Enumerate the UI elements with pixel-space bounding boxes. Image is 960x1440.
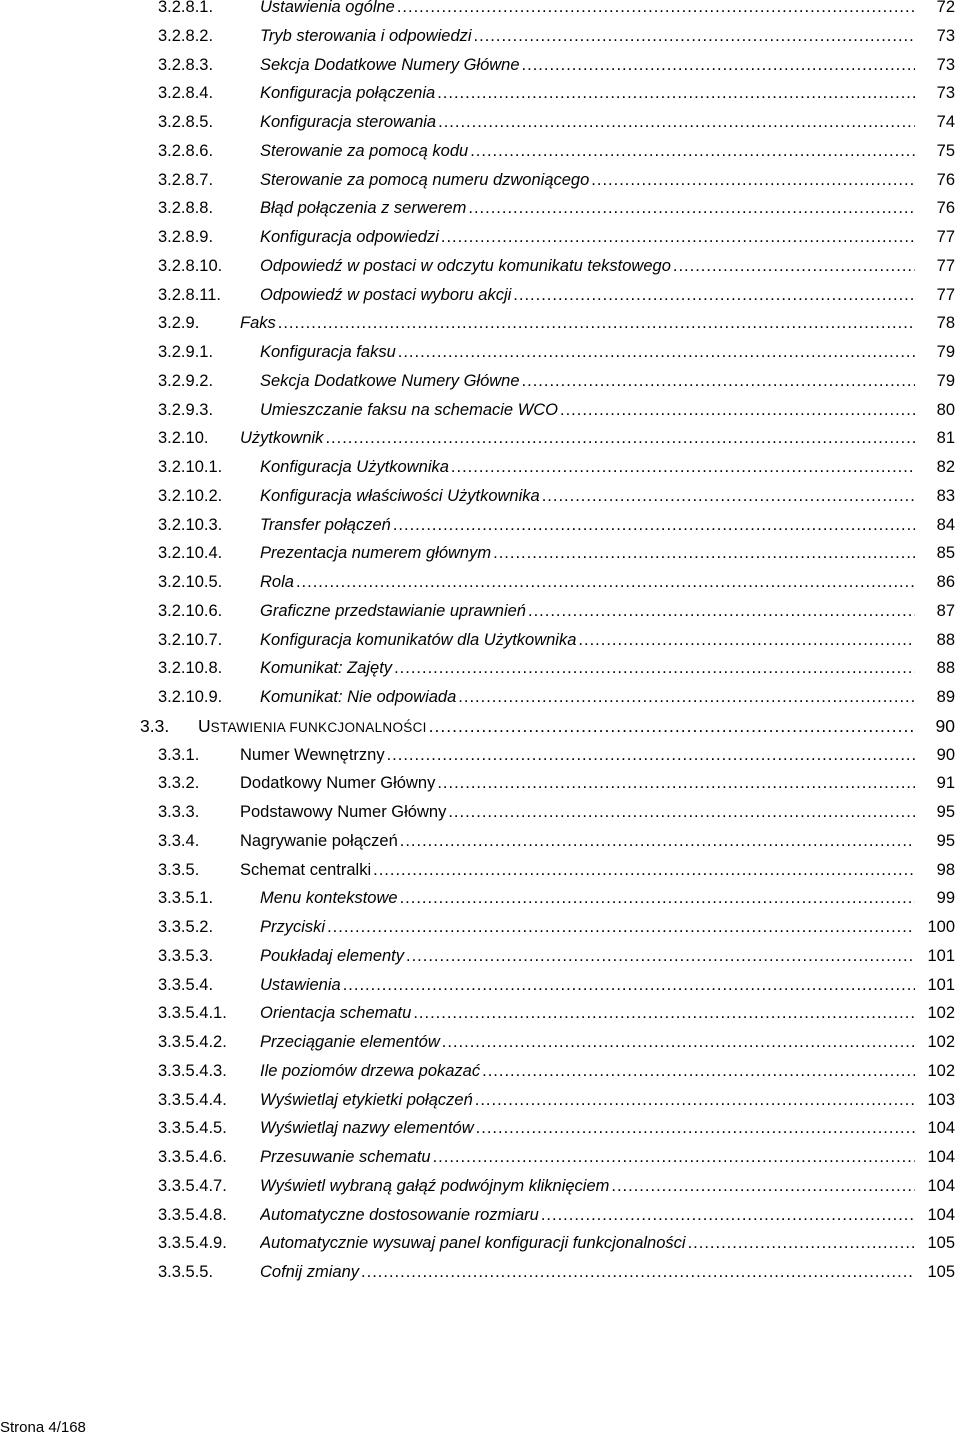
toc-entry-page-number: 100 <box>927 918 955 936</box>
toc-entry-leader <box>260 539 915 567</box>
toc-entry-number: 3.3.5.4.8. <box>158 1205 227 1224</box>
toc-entry-title: Konfiguracja połączenia <box>260 84 436 103</box>
toc-entry-number: 3.2.10.4. <box>158 544 223 563</box>
toc-entry-number: 3.2.8.2. <box>158 26 214 45</box>
toc-entry[interactable] <box>0 769 960 797</box>
toc-entry-page-number: 105 <box>927 1263 955 1281</box>
toc-entry-page-number: 81 <box>936 429 955 448</box>
toc-entry-leader <box>260 568 915 596</box>
toc-entry-number: 3.3.5.2. <box>158 918 214 936</box>
toc-entry-dot-leader <box>397 0 915 21</box>
toc-entry-number: 3.2.8.8. <box>158 199 214 218</box>
toc-entry-leader <box>260 51 915 79</box>
toc-entry-title-smallcaps: STAWIENIA FUNKCJONALNOŚCI <box>210 719 427 735</box>
toc-entry-leader <box>260 367 915 395</box>
toc-entry-dot-leader <box>394 654 915 682</box>
toc-entry-leader <box>260 683 915 711</box>
toc-entry-leader <box>260 654 915 682</box>
toc-entry-leader <box>260 511 915 539</box>
toc-entry-number: 3.2.9.2. <box>158 371 214 390</box>
toc-entry-title <box>198 712 429 742</box>
toc-entry-title: Sekcja Dodatkowe Numery Główne <box>260 55 520 74</box>
toc-entry-page-number: 76 <box>936 170 955 189</box>
toc-entry-dot-leader <box>373 856 915 884</box>
toc-entry-page-number: 87 <box>936 601 955 620</box>
toc-entry-dot-leader <box>560 396 915 424</box>
toc-entry-page-number: 77 <box>936 228 955 246</box>
toc-entry-leader <box>260 942 915 970</box>
toc-entry-dot-leader <box>470 137 915 165</box>
toc-entry-leader <box>260 482 915 510</box>
toc-entry-number: 3.3.5.4.6. <box>158 1148 227 1166</box>
toc-entry-dot-leader <box>522 51 915 79</box>
toc-entry[interactable] <box>0 913 960 941</box>
toc-entry-leader <box>260 453 915 481</box>
toc-entry-leader <box>260 626 915 654</box>
toc-entry-dot-leader <box>438 108 915 136</box>
toc-entry[interactable] <box>0 654 960 682</box>
toc-entry-dot-leader <box>278 309 915 337</box>
toc-entry-title: Komunikat: Nie odpowiada <box>260 688 457 706</box>
toc-entry[interactable] <box>0 683 960 711</box>
toc-entry-leader <box>260 1143 915 1171</box>
toc-entry-page-number: 98 <box>936 860 955 879</box>
toc-entry-dot-leader <box>688 1229 915 1257</box>
toc-entry-title: Ile poziomów drzewa pokazać <box>260 1061 481 1080</box>
toc-entry-dot-leader <box>442 1028 915 1056</box>
toc-entry-title: Sterowanie za pomocą numeru dzwoniącego <box>260 170 590 189</box>
toc-entry-leader <box>240 798 915 826</box>
toc-entry-dot-leader <box>528 597 915 625</box>
toc-entry[interactable] <box>0 424 960 452</box>
toc-entry-number: 3.3.3. <box>158 803 200 821</box>
toc-entry[interactable] <box>0 511 960 539</box>
toc-entry-leader <box>260 1258 915 1286</box>
toc-entry[interactable] <box>0 971 960 999</box>
toc-entry-number: 3.2.9. <box>158 314 200 333</box>
toc-entry[interactable] <box>0 741 960 769</box>
toc-entry-page-number: 83 <box>936 486 955 505</box>
toc-entry-title: Menu kontekstowe <box>260 889 398 908</box>
toc-entry-page-number: 99 <box>936 889 955 908</box>
toc-entry[interactable] <box>0 568 960 596</box>
toc-entry-title: Cofnij zmiany <box>260 1263 360 1281</box>
toc-entry-leader <box>260 999 915 1027</box>
toc-entry-dot-leader <box>413 999 915 1027</box>
toc-entry-title: Konfiguracja faksu <box>260 343 396 361</box>
toc-entry-title: Poukładaj elementy <box>260 946 405 965</box>
toc-entry-page-number: 74 <box>936 113 955 131</box>
toc-entry-dot-leader <box>578 626 915 654</box>
toc-entry[interactable] <box>0 338 960 366</box>
toc-entry-leader <box>260 281 915 309</box>
toc-entry-page-number: 102 <box>927 1004 955 1023</box>
toc-entry-dot-leader <box>513 281 915 309</box>
toc-entry-dot-leader <box>437 769 915 797</box>
toc-entry-title: Konfiguracja komunikatów dla Użytkownika <box>260 630 577 649</box>
toc-entry-leader <box>260 913 915 941</box>
toc-entry-page-number: 90 <box>936 745 955 764</box>
toc-entry-leader <box>198 712 915 742</box>
toc-entry-number: 3.2.8.1. <box>158 0 214 16</box>
toc-entry-page-number: 82 <box>936 458 955 476</box>
toc-entry-title: Faks <box>240 314 276 333</box>
toc-entry-title: Konfiguracja Użytkownika <box>260 458 449 476</box>
toc-entry-title: Wyświetlaj etykietki połączeń <box>260 1090 473 1109</box>
toc-entry-page-number: 72 <box>936 0 955 16</box>
toc-entry-number: 3.3.5.1. <box>158 889 214 908</box>
toc-entry-dot-leader <box>475 1086 915 1114</box>
toc-entry[interactable] <box>0 79 960 107</box>
toc-entry-leader <box>260 884 915 912</box>
toc-entry-dot-leader <box>541 1201 915 1229</box>
toc-entry-title: Przesuwanie schematu <box>260 1148 431 1166</box>
toc-entry-title: Rola <box>260 573 294 591</box>
toc-entry-dot-leader <box>673 252 915 280</box>
toc-entry-page-number: 73 <box>936 84 955 103</box>
toc-entry[interactable] <box>0 281 960 309</box>
toc-entry-number: 3.2.8.5. <box>158 113 214 131</box>
toc-entry-number: 3.3.4. <box>158 831 200 850</box>
toc-entry-page-number: 79 <box>936 371 955 390</box>
toc-entry-title: Umieszczanie faksu na schemacie WCO <box>260 400 559 419</box>
toc-entry[interactable] <box>0 1229 960 1257</box>
toc-entry[interactable] <box>0 1114 960 1142</box>
toc-entry-number: 3.2.10.5. <box>158 573 223 591</box>
toc-entry-title: Graficzne przedstawianie uprawnień <box>260 601 526 620</box>
toc-entry-dot-leader <box>400 884 915 912</box>
toc-entry-dot-leader <box>451 453 915 481</box>
toc-entry[interactable] <box>0 1201 960 1229</box>
toc-entry-page-number: 75 <box>936 141 955 160</box>
toc-entry-title: Wyświetl wybraną gałąź podwójnym kliknięciem <box>260 1176 610 1195</box>
toc-entry-title: Tryb sterowania i odpowiedzi <box>260 26 472 45</box>
toc-entry[interactable] <box>0 137 960 165</box>
toc-entry-leader <box>260 1086 915 1114</box>
toc-entry-page-number: 105 <box>927 1234 955 1253</box>
toc-entry-number: 3.3.5.4.9. <box>158 1234 227 1253</box>
toc-entry[interactable] <box>0 539 960 567</box>
toc-entry-leader <box>260 79 915 107</box>
toc-entry-number: 3.3.1. <box>158 745 200 764</box>
toc-entry[interactable] <box>0 798 960 826</box>
toc-entry[interactable] <box>0 1143 960 1171</box>
toc-entry-leader <box>260 166 915 194</box>
toc-entry-dot-leader <box>482 1057 915 1085</box>
toc-entry-dot-leader <box>611 1172 915 1200</box>
toc-entry-leader <box>260 1172 915 1200</box>
toc-entry-dot-leader <box>591 166 915 194</box>
toc-entry-dot-leader <box>387 741 915 769</box>
toc-entry-number: 3.2.10.9. <box>158 688 223 706</box>
toc-entry-dot-leader <box>398 338 915 366</box>
toc-entry[interactable] <box>0 223 960 251</box>
toc-entry-page-number: 85 <box>936 544 955 563</box>
toc-entry[interactable] <box>0 51 960 79</box>
toc-entry-title: Dodatkowy Numer Główny <box>240 774 436 793</box>
toc-entry-number: 3.2.8.7. <box>158 170 214 189</box>
toc-entry-page-number: 91 <box>936 774 955 793</box>
toc-entry-dot-leader <box>474 22 915 50</box>
toc-entry-leader <box>240 856 915 884</box>
toc-entry-page-number: 73 <box>936 55 955 74</box>
toc-entry-title: Podstawowy Numer Główny <box>240 803 447 821</box>
toc-entry-title: Ustawienia ogólne <box>260 0 395 16</box>
toc-entry-title: Prezentacja numerem głównym <box>260 544 492 563</box>
toc-entry-leader <box>260 338 915 366</box>
toc-entry-number: 3.3.5.4.1. <box>158 1004 227 1023</box>
toc-entry[interactable] <box>0 1086 960 1114</box>
toc-entry-page-number: 95 <box>936 803 955 821</box>
toc-entry-dot-leader <box>458 683 915 711</box>
toc-entry-leader <box>240 309 915 337</box>
toc-entry-dot-leader <box>327 913 915 941</box>
toc-entry-dot-leader <box>361 1258 915 1286</box>
toc-entry-leader <box>240 424 915 452</box>
toc-entry-number: 3.3.5.5. <box>158 1263 214 1281</box>
toc-entry-dot-leader <box>476 1114 915 1142</box>
toc-entry-number: 3.2.10.1. <box>158 458 223 476</box>
toc-entry[interactable] <box>0 1172 960 1200</box>
toc-entry[interactable] <box>0 1028 960 1056</box>
toc-entry[interactable] <box>0 22 960 50</box>
toc-entry-leader <box>260 396 915 424</box>
toc-entry[interactable] <box>0 482 960 510</box>
toc-entry-page-number: 102 <box>927 1061 955 1080</box>
toc-entry-page-number: 86 <box>936 573 955 591</box>
toc-entry-dot-leader <box>429 712 915 740</box>
toc-entry-title: Błąd połączenia z serwerem <box>260 199 467 218</box>
toc-entry-page-number: 89 <box>936 688 955 706</box>
toc-entry-dot-leader <box>448 798 915 826</box>
toc-entry[interactable] <box>0 367 960 395</box>
toc-entry-title: Ustawienia <box>260 975 341 994</box>
toc-entry-leader <box>260 223 915 251</box>
toc-entry-number: 3.3.5.3. <box>158 946 214 965</box>
toc-entry-dot-leader <box>400 827 915 855</box>
toc-entry[interactable] <box>0 166 960 194</box>
toc-entry-title: Konfiguracja właściwości Użytkownika <box>260 486 540 505</box>
toc-entry-title: Automatyczne dostosowanie rozmiaru <box>260 1205 539 1224</box>
toc-entry-page-number: 84 <box>936 515 955 534</box>
toc-entry-number: 3.3.5.4.5. <box>158 1119 227 1138</box>
toc-entry-number: 3.2.8.11. <box>158 285 221 304</box>
toc-entry[interactable] <box>0 942 960 970</box>
toc-entry-page-number: 95 <box>936 831 955 850</box>
toc-entry[interactable] <box>0 626 960 654</box>
toc-entry[interactable] <box>0 856 960 884</box>
toc-entry-page-number: 76 <box>936 199 955 218</box>
toc-entry-title: Orientacja schematu <box>260 1004 412 1023</box>
toc-entry-page-number: 79 <box>936 343 955 361</box>
toc-entry[interactable] <box>0 827 960 855</box>
toc-entry-dot-leader <box>296 568 915 596</box>
toc-entry-title: Przyciski <box>260 918 326 936</box>
toc-entry-title-initial: U <box>198 715 211 736</box>
toc-entry[interactable] <box>0 1057 960 1085</box>
toc-entry[interactable] <box>0 597 960 625</box>
toc-entry-number: 3.3.5.4.4. <box>158 1090 227 1109</box>
toc-entry-dot-leader <box>522 367 915 395</box>
toc-entry-leader <box>260 597 915 625</box>
toc-entry-dot-leader <box>441 223 915 251</box>
toc-entry-number: 3.3.5.4.7. <box>158 1176 227 1195</box>
toc-entry-number: 3.2.10.7. <box>158 630 223 649</box>
toc-entry-number: 3.3.5.4. <box>158 975 214 994</box>
toc-entry[interactable] <box>0 999 960 1027</box>
toc-entry-page-number: 77 <box>936 285 955 304</box>
toc-entry-leader <box>260 1201 915 1229</box>
toc-entry[interactable] <box>0 108 960 136</box>
toc-entry-dot-leader <box>393 511 915 539</box>
toc-entry-page-number: 80 <box>936 400 955 419</box>
toc-entry-dot-leader <box>433 1143 915 1171</box>
toc-entry-page-number: 77 <box>936 256 955 275</box>
toc-entry-number: 3.2.10.3. <box>158 515 223 534</box>
toc-entry-page-number: 90 <box>935 715 955 736</box>
toc-entry-page-number: 104 <box>927 1119 955 1138</box>
toc-entry-title: Transfer połączeń <box>260 515 391 534</box>
toc-entry-number: 3.2.8.9. <box>158 228 214 246</box>
toc-entry-leader <box>260 108 915 136</box>
toc-entry-number: 3.2.9.3. <box>158 400 214 419</box>
toc-entry-leader <box>260 971 915 999</box>
toc-entry-title: Numer Wewnętrzny <box>240 745 385 764</box>
toc-entry-dot-leader <box>493 539 915 567</box>
toc-entry-leader <box>240 827 915 855</box>
toc-entry-title: Sterowanie za pomocą kodu <box>260 141 469 160</box>
toc-entry-title: Schemat centralki <box>240 860 372 879</box>
toc-entry[interactable] <box>0 453 960 481</box>
toc-entry-title: Przeciąganie elementów <box>260 1033 440 1051</box>
toc-entry-number: 3.2.8.10. <box>158 256 223 275</box>
toc-entry-number: 3.2.10.2. <box>158 486 223 505</box>
toc-entry-page-number: 73 <box>936 26 955 45</box>
toc-entry-title: Odpowiedź w postaci w odczytu komunikatu tekstowego <box>260 256 671 275</box>
toc-entry-number: 3.3.5. <box>158 860 200 879</box>
toc-entry-number: 3.3.2. <box>158 774 200 793</box>
toc-entry-title: Automatycznie wysuwaj panel konfiguracji funkcjonalności <box>260 1234 686 1253</box>
toc-entry-dot-leader <box>437 79 915 107</box>
toc-entry-title: Sekcja Dodatkowe Numery Główne <box>260 371 520 390</box>
toc-entry-dot-leader <box>468 194 915 222</box>
toc-entry-title: Użytkownik <box>240 429 324 448</box>
toc-entry-number: 3.2.8.4. <box>158 84 214 103</box>
toc-entry-page-number: 78 <box>936 314 955 333</box>
toc-entry[interactable] <box>0 0 960 21</box>
toc-entry-page-number: 104 <box>927 1205 955 1224</box>
toc-entry-number: 3.2.8.3. <box>158 55 214 74</box>
toc-entry-leader <box>260 1229 915 1257</box>
toc-entry-page-number: 102 <box>927 1033 955 1051</box>
toc-entry-leader <box>260 194 915 222</box>
toc-entry-title: Nagrywanie połączeń <box>240 831 398 850</box>
toc-entry[interactable] <box>0 1258 960 1286</box>
toc-entry-title: Konfiguracja sterowania <box>260 113 437 131</box>
toc-entry-page-number: 88 <box>936 659 955 678</box>
toc-entry-page-number: 88 <box>936 630 955 649</box>
toc-entry-page-number: 101 <box>927 946 955 965</box>
toc-entry-leader <box>260 1114 915 1142</box>
toc-entry[interactable] <box>0 712 960 740</box>
toc-entry-number: 3.3.5.4.3. <box>158 1061 227 1080</box>
toc-entry-leader <box>260 22 915 50</box>
toc-entry[interactable] <box>0 252 960 280</box>
toc-entry-number: 3.2.9.1. <box>158 343 214 361</box>
toc-entry-number: 3.2.10.8. <box>158 659 223 678</box>
toc-entry-dot-leader <box>406 942 915 970</box>
toc-entry-dot-leader <box>343 971 915 999</box>
toc-entry-number: 3.2.8.6. <box>158 141 214 160</box>
toc-entry[interactable] <box>0 396 960 424</box>
toc-entry-number: 3.3.5.4.2. <box>158 1033 227 1051</box>
toc-entry-title: Konfiguracja odpowiedzi <box>260 228 439 246</box>
toc-entry-leader <box>240 741 915 769</box>
toc-entry-leader <box>260 0 915 21</box>
toc-entry-dot-leader <box>325 424 915 452</box>
toc-entry-leader <box>260 137 915 165</box>
toc-entry-page-number: 103 <box>927 1090 955 1109</box>
toc-entry-title: Odpowiedź w postaci wyboru akcji <box>260 285 512 304</box>
toc-entry-page-number: 101 <box>927 975 955 994</box>
toc-entry-leader <box>260 1028 915 1056</box>
toc-entry-page-number: 104 <box>927 1176 955 1195</box>
toc-entry-number: 3.2.10.6. <box>158 601 223 620</box>
toc-entry-title: Komunikat: Zajęty <box>260 659 393 678</box>
toc-entry-dot-leader <box>542 482 915 510</box>
page-footer <box>0 1417 86 1439</box>
toc-entry-number: 3.2.10. <box>158 429 209 448</box>
toc-entry-leader <box>260 252 915 280</box>
toc-entry-title: Wyświetlaj nazwy elementów <box>260 1119 474 1138</box>
toc-entry-leader <box>260 1057 915 1085</box>
toc-entry[interactable] <box>0 884 960 912</box>
page-number-label: Strona 4/168 <box>0 1419 86 1436</box>
toc-entry-page-number: 104 <box>927 1148 955 1166</box>
toc-entry[interactable] <box>0 309 960 337</box>
toc-entry-leader <box>240 769 915 797</box>
toc-entry-number: 3.3. <box>140 715 170 736</box>
toc-entry[interactable] <box>0 194 960 222</box>
